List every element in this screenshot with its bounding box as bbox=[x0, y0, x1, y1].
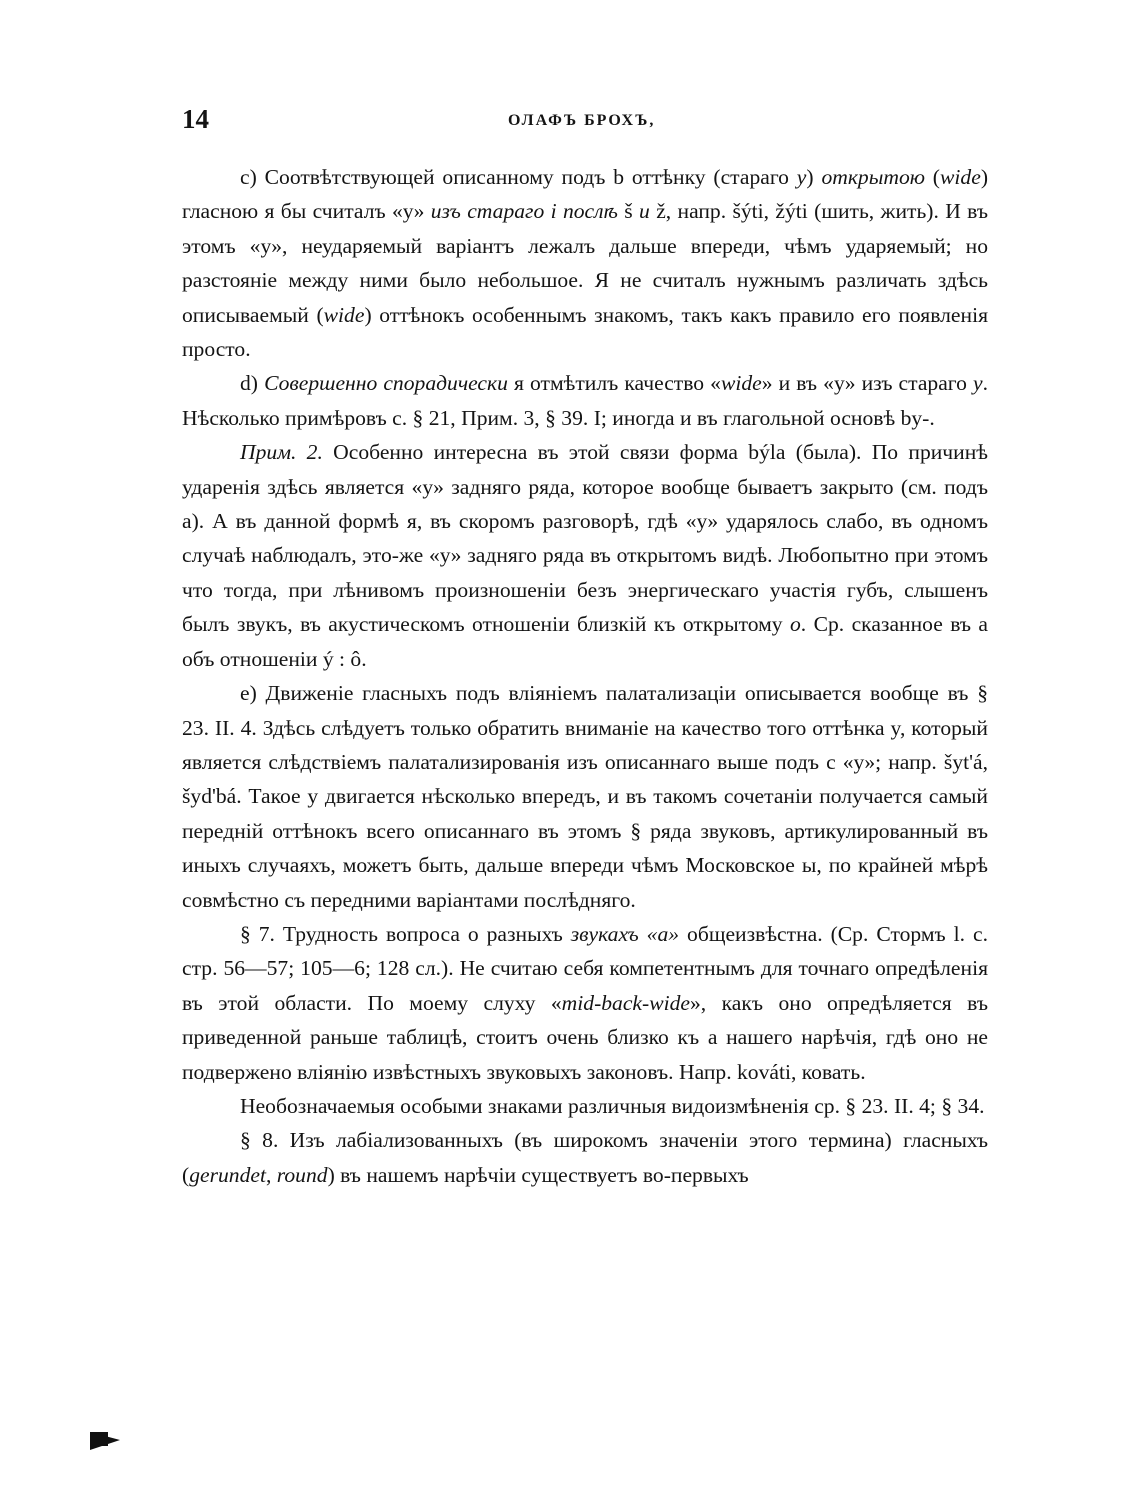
body-text bbox=[182, 160, 988, 1192]
text-run: ) bbox=[806, 165, 822, 189]
text-run: , bbox=[265, 1162, 277, 1187]
paragraph-e: e) Движеніе гласныхъ подъ вліяніемъ палатализаціи описывается вообще въ § 23. II. 4. Здѣсь слѣдуетъ только обратить вниманіе на качество того оттѣнка y, который является слѣдствіемъ палатализированія изъ описаннаго выше подъ c «y»; напр. šyt'á, šyd'bá. Такое y двигается нѣсколько впередъ, и въ такомъ сочетаніи получается самый передній оттѣнокъ всего описаннаго въ этомъ § ряда звуковъ, артикулированный въ иныхъ случаяхъ, можетъ быть, дальше впереди чѣмъ Московское ы, по крайней мѣрѣ совмѣстно съ передними варіантами послѣдняго. bbox=[182, 681, 988, 912]
text-run: § 8. Изъ лабіализованныхъ (въ широкомъ значеніи этого термина) гласныхъ ( bbox=[182, 1128, 988, 1187]
italic-run: изъ стараго і послѣ bbox=[430, 199, 618, 224]
italic-run: открытою bbox=[821, 165, 925, 189]
italic-run: mid-back-wide bbox=[561, 990, 690, 1015]
text-run: ) гласною я бы считалъ «y» bbox=[182, 165, 989, 224]
italic-run: round bbox=[276, 1162, 328, 1187]
italic-run: wide bbox=[940, 165, 981, 189]
paragraph-unmarked-variants: Необозначаемыя особыми знаками различныя видоизмѣненія ср. § 23. II. 4; § 34. bbox=[240, 1093, 985, 1118]
text-run: c) Соотвѣтствующей описанному подъ b оттѣнку (стараго bbox=[240, 165, 797, 189]
text-run: . Ср. сказанное въ a объ отношеніи ý : ô. bbox=[182, 612, 988, 671]
italic-run: wide bbox=[323, 302, 365, 327]
text-run: ) въ нашемъ нарѣчіи существуетъ во-первыхъ bbox=[327, 1162, 749, 1187]
text-run: » и въ «y» изъ стараго bbox=[761, 371, 973, 396]
page-header bbox=[182, 104, 1002, 144]
italic-run: y bbox=[796, 165, 807, 189]
text-run: ( bbox=[924, 165, 941, 189]
text-run: общеизвѣстна. (Ср. Стормъ l. c. стр. 56—57; 105—6; 128 сл.). Не считаю себя компетентнымъ для точнаго опредѣленія въ этой области. По моему слуху « bbox=[182, 921, 988, 1015]
text-run: š bbox=[617, 199, 640, 224]
paragraph-d bbox=[182, 366, 988, 435]
italic-run: звукахъ «a» bbox=[570, 921, 680, 946]
paragraph-c bbox=[182, 160, 988, 366]
italic-run: Совершенно спорадически bbox=[264, 371, 508, 396]
text-run: я отмѣтилъ качество « bbox=[507, 371, 721, 396]
italic-run: y bbox=[973, 371, 983, 396]
note-2 bbox=[182, 435, 988, 676]
section-8 bbox=[182, 1123, 988, 1192]
italic-run: o bbox=[790, 612, 801, 637]
text-run: . Нѣсколько примѣровъ с. § 21, Прим. 3, § 39. I; иногда и въ глагольной основѣ by-. bbox=[182, 371, 988, 430]
text-run: », какъ оно опредѣляется въ приведенной раньше таблицѣ, стоитъ очень близко къ a нашего нарѣчія, гдѣ оно не подвержено вліянію извѣстныхъ звуковыхъ законовъ. Напр. kováti, ковать. bbox=[182, 990, 988, 1084]
text-run: ž, напр. šýti, žýti (шить, жить). И въ этомъ «y», неударяемый варіантъ лежалъ дальше впереди, чѣмъ ударяемый; но разстояніе между ними было небольшое. Я не считалъ нужнымъ различать здѣсь описываемый ( bbox=[182, 199, 988, 327]
italic-run: gerundet bbox=[189, 1162, 266, 1187]
text-run: Особенно интересна въ этой связи форма býla (была). По причинѣ ударенія здѣсь является «y» задняго ряда, которое вообще бываетъ закрыто (см. подъ a). А въ данной формѣ я, въ скоромъ разговорѣ, гдѣ «y» ударялось слабо, въ одномъ случаѣ наблюдалъ, это-же «y» задняго ряда въ открытомъ видѣ. Любопытно при этомъ что тогда, при лѣнивомъ произношеніи безъ энергическаго участія губъ, слышенъ былъ звукъ, въ акустическомъ отношеніи близкій къ открытому bbox=[182, 440, 988, 637]
section-7 bbox=[182, 917, 988, 1089]
text-run: § 7. Трудность вопроса о разныхъ bbox=[240, 921, 571, 946]
text-run: d) bbox=[240, 371, 265, 396]
italic-run: wide bbox=[720, 371, 762, 396]
scan-corner-arrow-icon bbox=[90, 1432, 120, 1450]
text-run: ) оттѣнокъ особеннымъ знакомъ, такъ какъ правило его появленія просто. bbox=[182, 302, 988, 362]
note-label: Прим. 2. bbox=[240, 440, 323, 465]
running-head: ОЛАФЪ БРОХЪ, bbox=[508, 112, 656, 129]
italic-run: и bbox=[639, 199, 650, 224]
page-number: 14 bbox=[182, 104, 209, 134]
